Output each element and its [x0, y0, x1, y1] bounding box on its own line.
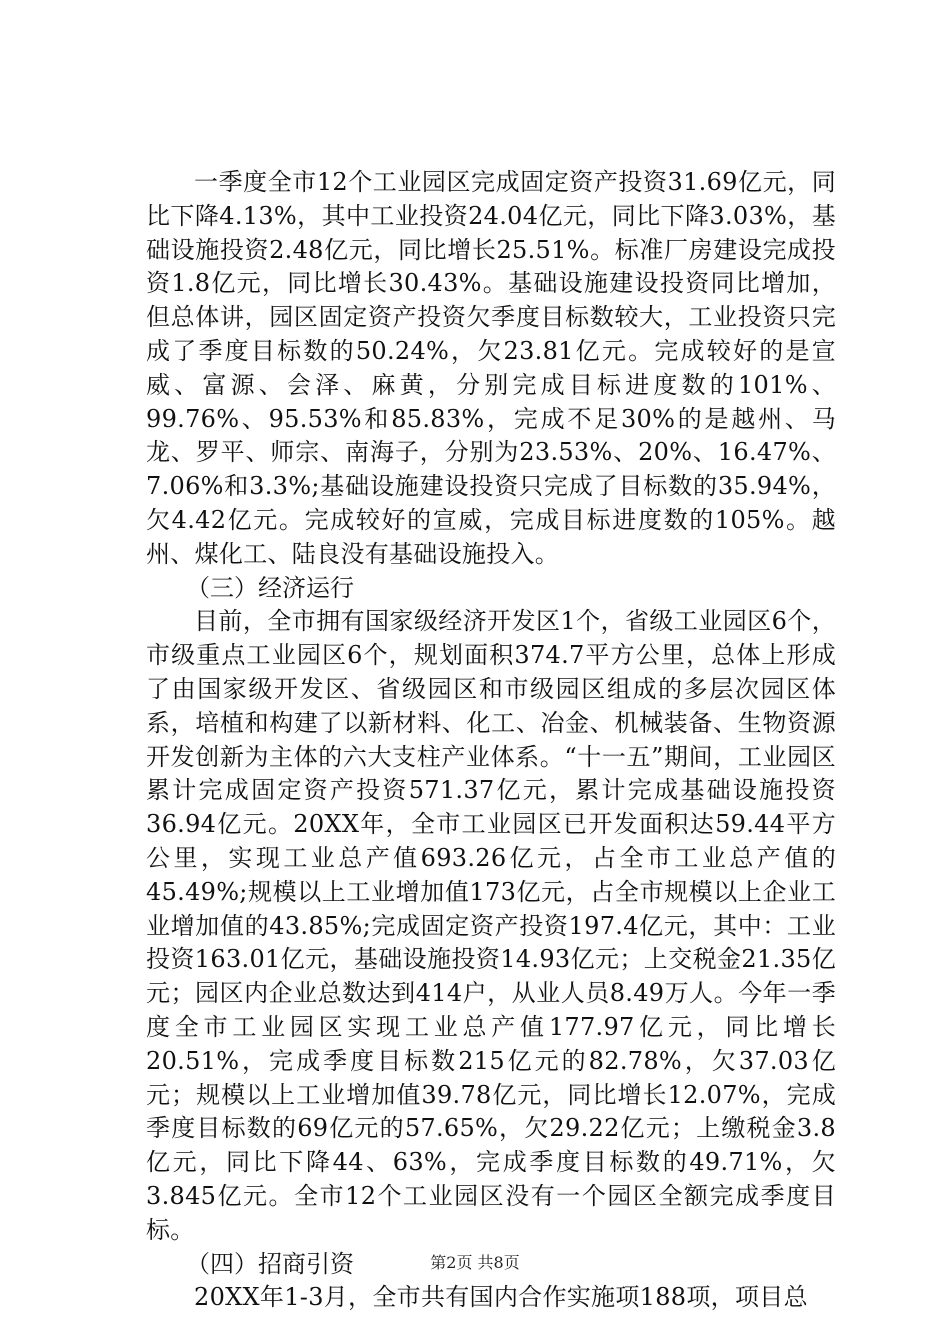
- page-number-footer: 第2页 共8页: [430, 1253, 520, 1272]
- paragraph-economic-operation: 目前，全市拥有国家级经济开发区1个，省级工业园区6个，市级重点工业园区6个，规划面积374.7平方公里，总体上形成了由国家级开发区、省级园区和市级园区组成的多层次园区体系，培植和构建了以新材料、化工、冶金、机械装备、生物资源开发创新为主体的六大支柱产业体系。“十一五”期间，工业园区累计完成固定资产投资571.37亿元，累计完成基础设施投资36.94亿元。20XX年，全市工业园区已开发面积达59.44平方公里，实现工业总产值693.26亿元，占全市工业总产值的45.49%;规模以上工业增加值173亿元，占全市规模以上企业工业增加值的43.85%;完成固定资产投资197.4亿元，其中：工业投资163.01亿元，基础设施投资14.93亿元；上交税金21.35亿元；园区内企业总数达到414户，从业人员8.49万人。今年一季度全市工业园区实现工业总产值177.97亿元，同比增长20.51%，完成季度目标数215亿元的82.78%，欠37.03亿元；规模以上工业增加值39.78亿元，同比增长12.07%，完成季度目标数的69亿元的57.65%，欠29.22亿元；上缴税金3.8亿元，同比下降44、63%，完成季度目标数的49.71%，欠3.845亿元。全市12个工业园区没有一个园区全额完成季度目标。: [146, 607, 836, 1244]
- paragraph-fixed-asset-investment: 一季度全市12个工业园区完成固定资产投资31.69亿元，同比下降4.13%，其中工业投资24.04亿元，同比下降3.03%，基础设施投资2.48亿元，同比增长25.51%。标准厂房建设完成投资1.8亿元，同比增长30.43%。基础设施建设投资同比增加，但总体讲，园区固定资产投资欠季度目标数较大，工业投资只完成了季度目标数的50.24%，欠23.81亿元。完成较好的是宣威、富源、会泽、麻黄，分别完成目标进度数的101%、99.76%、95.53%和85.83%，完成不足30%的是越州、马龙、罗平、师宗、南海子，分别为23.53%、20%、16.47%、7.06%和3.3%;基础设施建设投资只完成了目标数的35.94%，欠4.42亿元。完成较好的宣威，完成目标进度数的105%。越州、煤化工、陆良没有基础设施投入。: [146, 168, 836, 568]
- section-heading-economic-operation: （三）经济运行: [186, 573, 354, 602]
- section-heading-investment-promotion: （四）招商引资: [186, 1249, 354, 1278]
- document-body: [146, 166, 836, 1315]
- paragraph-investment-promotion: 20XX年1-3月，全市共有国内合作实施项188项，项目总: [194, 1283, 808, 1312]
